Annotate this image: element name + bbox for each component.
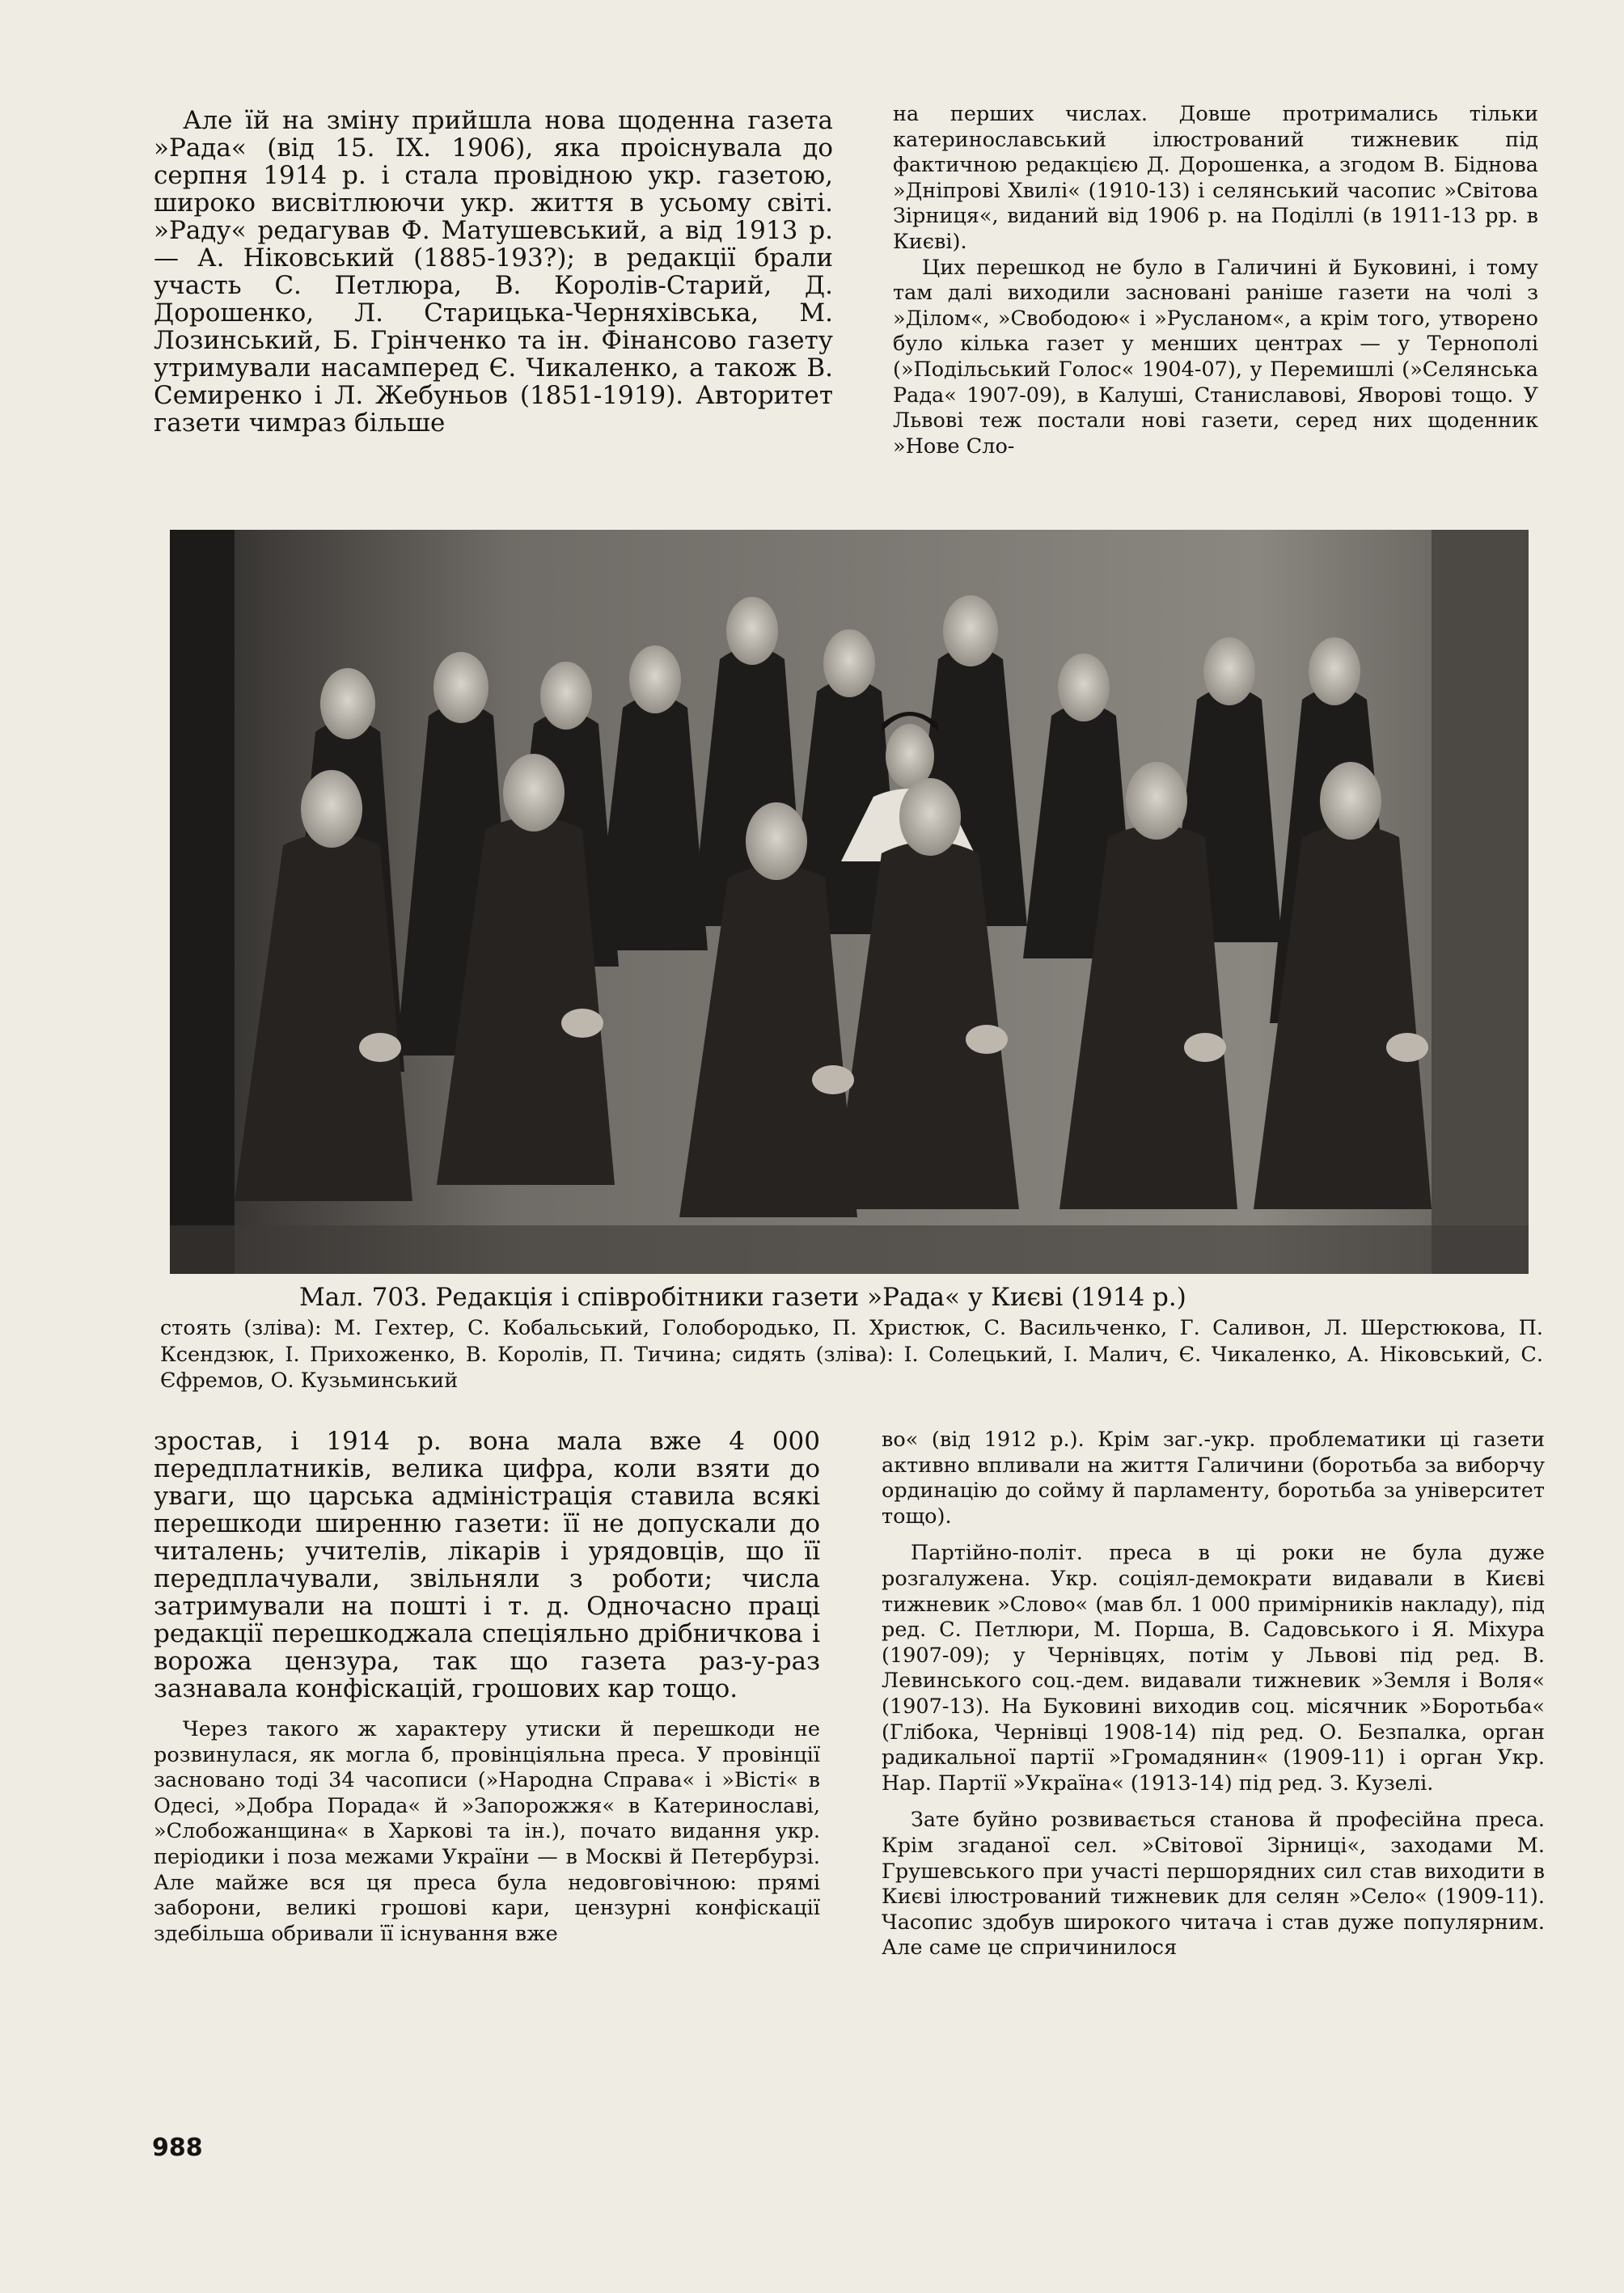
paragraph: Партійно-політ. преса в ці роки не була дуже розгалужена. Укр. соціял-демократи видавали в Києві тижневик »Слово« (мав бл. 1 000 примірників накладу), під ред. С. Петлюри, М. Порша, В. Садовського і Я. Міхура (1907-09); у Чернівцях, потім у Львові під ред. В. Левинського соц.-дем. видавали тижневик »Земля і Воля« (1907-13). На Буковині виходив соц. місячник »Боротьба« (Глібока, Чернівці 1908-14) під ред. О. Безпалка, орган радикальної партії »Громадянин« (1909-11) і орган Укр. Нар. Партії »Україна« (1913-14) під ред. З. Кузелі. (882, 1541, 1545, 1796)
column-top-left (154, 107, 833, 437)
page-number: 988 (152, 2134, 203, 2162)
column-bottom-right (882, 1428, 1545, 1961)
paragraph: во« (від 1912 р.). Крім заг.-укр. проблематики ці газети активно впливали на життя Галичини (боротьба за виборчу ординацію до сойму й парламенту, боротьба за університет тощо). (882, 1428, 1545, 1529)
paragraph: Цих перешкод не було в Галичині й Буковині, і тому там далі виходили засновані раніше газети на чолі з »Ділом«, »Свободою« і »Русланом«, а крім того, утворено було кілька газет у менших центрах — у Тернополі (»Подільський Голос« 1904-07), у Перемишлі (»Селянська Рада« 1907-09), в Калуші, Станиславові, Яворові тощо. У Львові теж постали нові газети, серед них щоденник »Нове Сло- (893, 255, 1538, 459)
paragraph: на перших числах. Довше протримались тільки катеринославський ілюстрований тижневик під фактичною редакцією Д. Дорошенка, а згодом В. Біднова »Дніпрові Хвилі« (1910-13) і селянський часопис »Світова Зірниця«, виданий від 1906 р. на Поділлі (в 1911-13 рр. в Києві). (893, 102, 1538, 254)
group-photo-image (170, 530, 1529, 1274)
paragraph: Через такого ж характеру утиски й перешкоди не розвинулася, як могла б, провінціяльна преса. У провінції засновано тоді 34 часописи (»Народна Справа« і »Вісті« в Одесі, »Добра Порада« й »Запорожжя« в Катеринославі, »Слобожанщина« в Харкові та ін.), почато видання укр. періодики і поза межами України — в Москві й Петербурзі. Але майже вся ця преса була недовговічною: прямі заборони, великі грошові кари, цензурні конфіскації здебільша обривали її існування вже (154, 1717, 820, 1946)
paragraph: Але їй на зміну прийшла нова щоденна газета »Рада« (від 15. IX. 1906), яка проіснувала до серпня 1914 р. і стала провідною укр. газетою, широко висвітлюючи укр. життя в усьому світі. »Раду« редагував Ф. Матушевський, а від 1913 р. — А. Ніковський (1885-193?); в редакції брали участь С. Петлюра, В. Королів-Старий, Д. Дорошенко, Л. Старицька-Черняхівська, М. Лозинський, Б. Грінченко та ін. Фінансово газету утримували насамперед Є. Чикаленко, а також В. Семиренко і Л. Жебуньов (1851-1919). Авторитет газети чимраз більше (154, 106, 833, 438)
figure-caption-text: стоять (зліва): М. Гехтер, С. Кобальський, Голобородько, П. Христюк, С. Васильченко, Г. Саливон, Л. Шерстюкова, П. Ксендзюк, І. Прихоженко, В. Королів, П. Тичина; сидять (зліва): І. Солецький, І. Малич, Є. Чикаленко, А. Ніковський, С. Єфремов, О. Кузьминський (160, 1316, 1543, 1393)
column-top-right (893, 102, 1538, 459)
figure-caption-title: Мал. 703. Редакція і співробітники газети »Рада« у Києві (1914 р.) (299, 1283, 1186, 1312)
column-bottom-left (154, 1428, 820, 1947)
paragraph: зростав, і 1914 р. вона мала вже 4 000 передплатників, велика цифра, коли взяти до уваги, що царська адміністрація ставила всякі перешкоди шиpенню газети: її не допускали до читалень; учителів, лікарів і урядовців, що її передплачували, звільняли з роботи; числа затримували на пошті і т. д. Одночасно праці редакції перешкоджала спеціяльно дрібничкова і ворожа цензура, так що газета раз-у-раз зазнавала конфіскацій, грошових кар тощо. (154, 1427, 820, 1703)
paragraph: Зате буйно розвивається станова й професійна преса. Крім згаданої сел. »Світової Зірниці«, заходами М. Грушевського при участі першорядних сил став виходити в Києві ілюстрований тижневик для селян »Село« (1909-11). Часопис здобув широкого читача і став дуже популярним. Але саме це спричинилося (882, 1808, 1545, 1961)
